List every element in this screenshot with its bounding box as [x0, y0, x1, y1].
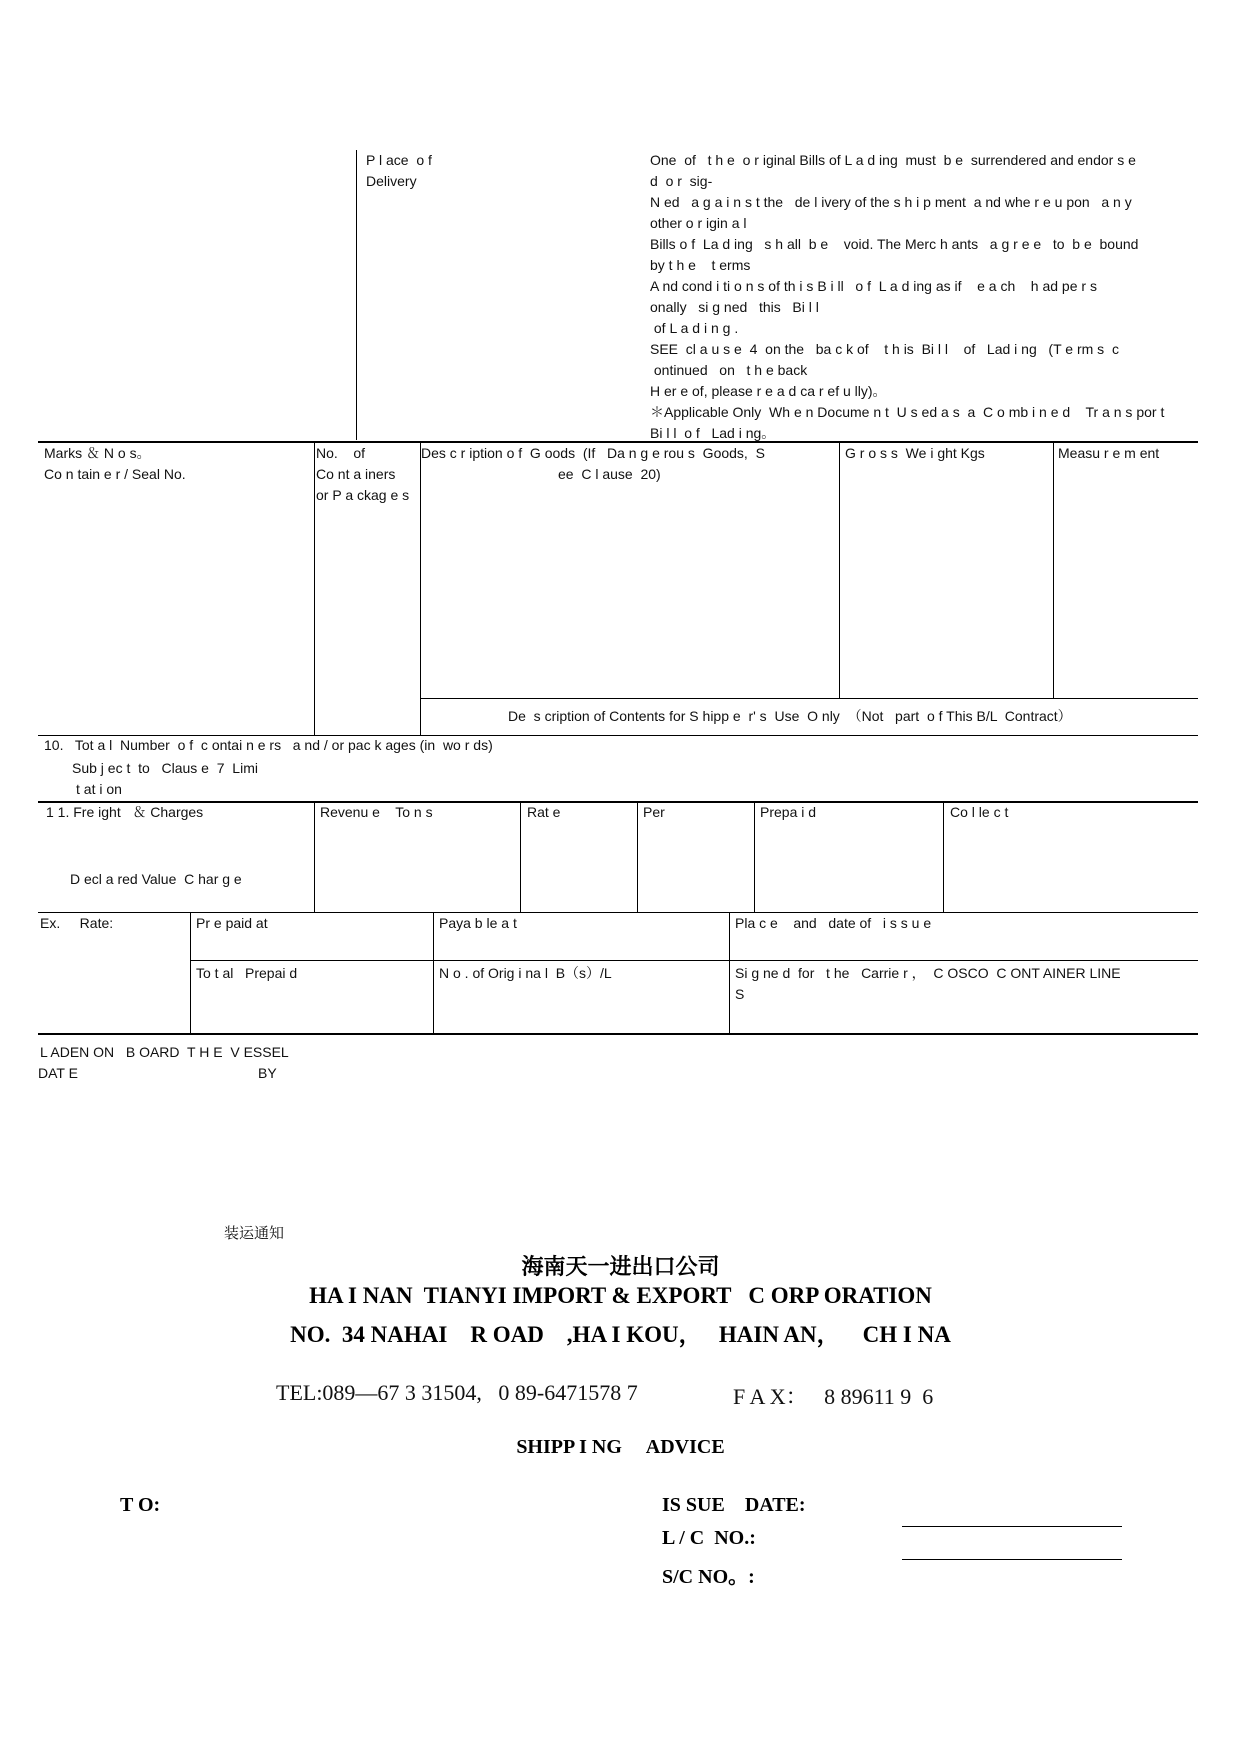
freight-col-divider-5	[943, 802, 944, 912]
issue-date-field[interactable]	[902, 1526, 1122, 1527]
payment-col-divider-3	[729, 913, 730, 1034]
goods-col-divider-1	[314, 442, 315, 736]
per-label: Per	[643, 804, 665, 820]
bl-terms-block	[650, 150, 1210, 444]
terms-line: SEE cl a u s e 4 on the ba c k of t h is Bi l l of Lad i ng (T e rm s c	[650, 341, 1119, 357]
description-goods-label: Des c r iption o f G oods (If Da n g e rou s Goods, S	[421, 445, 765, 461]
no-originals-label: N o . of Orig i na l B（s）/L	[439, 965, 612, 981]
sc-no-label: S/C NO。:	[662, 1566, 755, 1588]
signed-for-carrier-label: Si g ne d for t he Carrie r ， C OSCO C ONT AINER LINE S	[735, 965, 1121, 1002]
declared-value-label: D ecl a red Value C har g e	[70, 871, 242, 887]
terms-line: A nd cond i ti o n s of th i s B i ll o f L a d ing as if e a ch h ad pe r s	[650, 278, 1097, 294]
no-containers-label: No. of Co nt a iners or P a ckag e s	[316, 445, 410, 503]
terms-line: Bi l l o f Lad i ng。	[650, 425, 776, 441]
total-prepaid-label: To t al Prepai d	[196, 965, 298, 981]
company-name-cn: 海南天一进出口公司	[521, 1255, 720, 1280]
terms-line: other o r igin a l	[650, 215, 747, 231]
total-number-label: 10. Tot a l Number o f c ontai n e rs a nd / or pac k ages (in wo r ds)	[44, 737, 493, 753]
freight-col-divider-1	[314, 802, 315, 912]
payment-bottom-rule	[38, 1033, 1198, 1035]
freight-charges-label: 1 1. Fre ight ＆ Charges	[46, 804, 204, 820]
lc-no-field[interactable]	[902, 1559, 1122, 1560]
collect-label: Co l le c t	[950, 804, 1009, 820]
shipper-use-label: De s cription of Contents for S hipp e r' s Use O nly （Not part o f This B/L Contract）	[508, 708, 1072, 724]
payment-col-divider-1	[190, 913, 191, 1034]
payable-at-label: Paya b le a t	[439, 915, 517, 931]
freight-col-divider-4	[754, 802, 755, 912]
freight-col-divider-3	[637, 802, 638, 912]
ex-rate-label: Ex. Rate:	[40, 915, 114, 931]
subject-to-label: Sub j ec t to Claus e 7 Limi	[72, 760, 258, 776]
prepaid-at-label: Pr e paid at	[196, 915, 268, 931]
terms-line: onally si g ned this Bi l l	[650, 299, 819, 315]
terms-line: of L a d i n g .	[650, 320, 739, 336]
shipping-advice-cn-label: 装运通知	[224, 1224, 285, 1242]
lc-no-label: L / C NO.:	[662, 1527, 756, 1549]
company-address: NO. 34 NAHAI R OAD ,HA I KOU， HAIN AN， CH I NA	[290, 1322, 951, 1347]
terms-line: One of t h e o r iginal Bills of L a d ing must b e surrendered and endor s e	[650, 152, 1136, 168]
shipper-use-rule	[420, 698, 1198, 699]
payment-mid-rule	[190, 960, 1198, 961]
rate-label: Rat e	[527, 804, 561, 820]
issue-date-label: IS SUE DATE:	[662, 1494, 806, 1516]
terms-line: d o r sig-	[650, 173, 713, 189]
marks-nos-label: Marks ＆ N o s。 Co n tain e r / Seal No.	[44, 445, 186, 482]
laden-by-label: BY	[258, 1065, 277, 1081]
place-of-delivery-label: P l ace o f Delivery	[366, 152, 432, 189]
terms-line: H er e of, please r e a d ca r ef u lly)。	[650, 383, 887, 399]
terms-line: N ed a g a i n s t the de l ivery of the s h i p ment a nd whe r e u pon a n y	[650, 194, 1132, 210]
freight-col-divider-2	[520, 802, 521, 912]
place-date-issue-label: Pla c e and date of i s s u e	[735, 915, 932, 931]
goods-col-divider-4	[1053, 442, 1054, 698]
company-name-en: HA I NAN TIANYI IMPORT & EXPORT C ORP ORATION	[309, 1283, 932, 1308]
prepaid-label: Prepa i d	[760, 804, 817, 820]
measurement-label: Measu r e m ent	[1058, 445, 1160, 461]
terms-line: Bills o f La d ing s h all b e void. The Merc h ants a g r e e to b e bound	[650, 236, 1139, 252]
company-tel: TEL:089—67 3 31504, 0 89-6471578 7	[276, 1380, 638, 1405]
company-fax: F A X： 8 89611 9 6	[733, 1384, 934, 1409]
top-section-divider	[356, 150, 357, 440]
terms-line: by t h e t erms	[650, 257, 751, 273]
payment-col-divider-2	[433, 913, 434, 1034]
terms-line: ＊Applicable Only Wh e n Docume n t U s ed a s a C o mb i n e d Tr a n s por t	[650, 404, 1165, 420]
laden-on-board-label: L ADEN ON B OARD T H E V ESSEL	[40, 1044, 289, 1060]
laden-date-label: DAT E	[38, 1065, 78, 1081]
goods-col-divider-3	[839, 442, 840, 698]
to-label: T O:	[120, 1494, 161, 1516]
description-goods-label-2: ee C l ause 20)	[558, 466, 661, 482]
revenue-tons-label: Revenu e To n s	[320, 804, 433, 820]
terms-line: ontinued on t h e back	[650, 362, 808, 378]
freight-table-top-rule	[38, 801, 1198, 803]
gross-weight-label: G r o s s We i ght Kgs	[845, 445, 985, 461]
goods-col-divider-2	[420, 442, 421, 736]
shipping-advice-title: SHIPP I NG ADVICE	[516, 1436, 725, 1458]
tation-label: t at i on	[76, 781, 122, 797]
